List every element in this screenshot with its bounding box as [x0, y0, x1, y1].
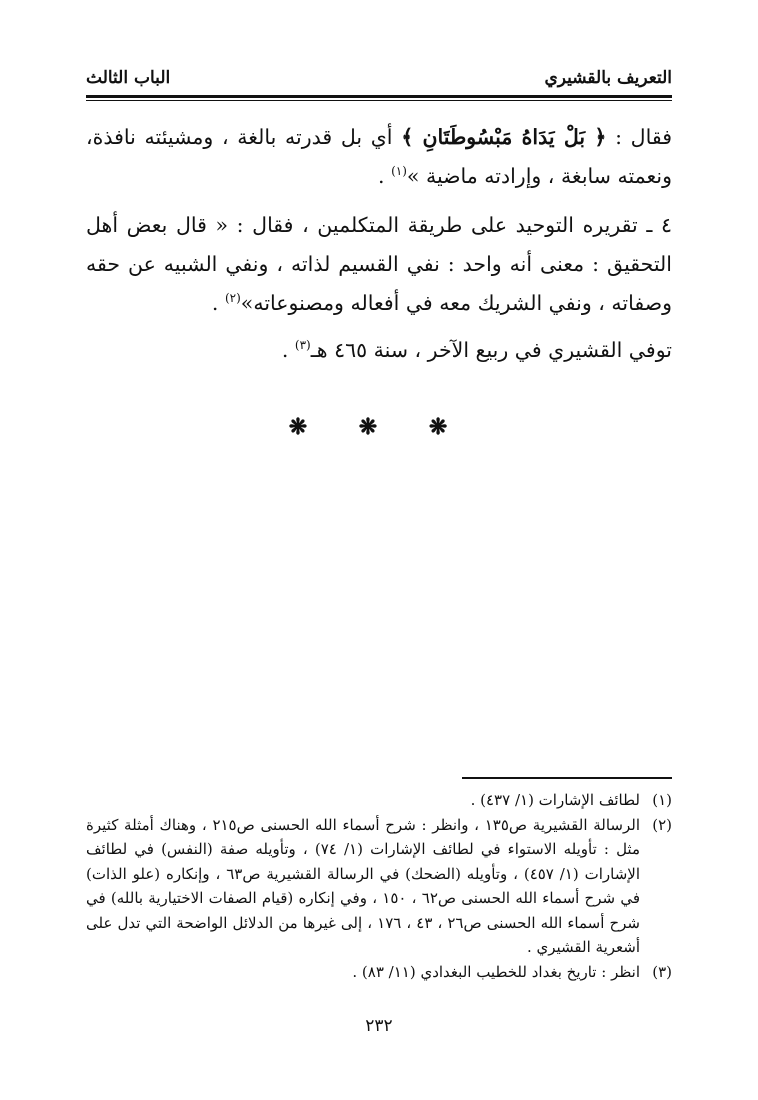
footnote-ref-3: (٣) [294, 338, 311, 353]
footnotes [86, 788, 672, 984]
footnote-rule [462, 777, 672, 779]
footnote-number: (١) [652, 791, 672, 809]
footnote-number: (٣) [652, 962, 672, 981]
quran-verse: ﴿ بَلْ يَدَاهُ مَبْسُوطَتَانِ ﴾ [401, 125, 607, 149]
page-number: ٢٣٢ [365, 1016, 393, 1036]
footnote-text: لطائف الإشارات (١/ ٤٣٧) . [470, 791, 640, 809]
chapter-title: الباب الثالث [86, 68, 171, 88]
footnote-item [86, 960, 672, 985]
main-text [86, 118, 672, 370]
footnote-item [86, 813, 672, 960]
header-rule-thin [86, 100, 672, 101]
paragraph-2: ٤ ـ تقريره التوحيد على طريقة المتكلمين ، فقال : « قال بعض أهل التحقيق : معنى أنه واحد : نفي القسيم لذاته ، ونفي الشبيه عن حقه وصفاته ، ونفي الشريك معه في أفعاله ومصنوعاته»$^{(٢)}$ . [86, 213, 672, 315]
footnote-ref-1: (١) [391, 164, 407, 179]
footnote-text: انظر : تاريخ بغداد للخطيب البغدادي (١١/ ٨٣) . [352, 962, 640, 981]
footnote-item [86, 788, 672, 813]
footnote-ref-2: (٢) [224, 291, 241, 306]
paragraph-3: توفي القشيري في ربيع الآخر ، سنة ٤٦٥ هـ$^{(٣)}$ . [281, 338, 672, 362]
footnote-number: (٢) [652, 815, 672, 834]
paragraph-1: فقال : ﴿ بَلْ يَدَاهُ مَبْسُوطَتَانِ ﴾ أي بل قدرته بالغة ، ومشيئته نافذة، ونعمته سابغة ، وإرادته ماضية »$^{(١)}$ . [86, 125, 672, 188]
chapter-section-title: التعريف بالقشيري [544, 68, 672, 88]
header-rule-thick [86, 95, 672, 98]
running-header [86, 66, 672, 100]
section-separator: ❋ ❋ ❋ [288, 414, 470, 440]
footnote-text: الرسالة القشيرية ص١٣٥ ، وانظر : شرح أسماء الله الحسنى ص٢١٥ ، وهناك أمثلة كثيرة مثل : تأويله الاستواء في لطائف الإشارات (١/ ٧٤) ، وتأويله صفة (النفس) في لطائف الإشارات (١/ ٤٥٧) ، وتأويله (الضحك) في الرسالة القشيرية ص٦٣ ، وإنكاره (علو الذات) في شرح أسماء الله الحسنى ص٦٢ ، ١٥٠ ، وفي إنكاره (قيام الصفات الاختيارية بالله) في شرح أسماء الله الحسنى ص٢٦ ، ٤٣ ، ١٧٦ ، إلى غيرها من الدلائل الواضحة التي تدل على أشعرية القشيري . [86, 815, 640, 956]
